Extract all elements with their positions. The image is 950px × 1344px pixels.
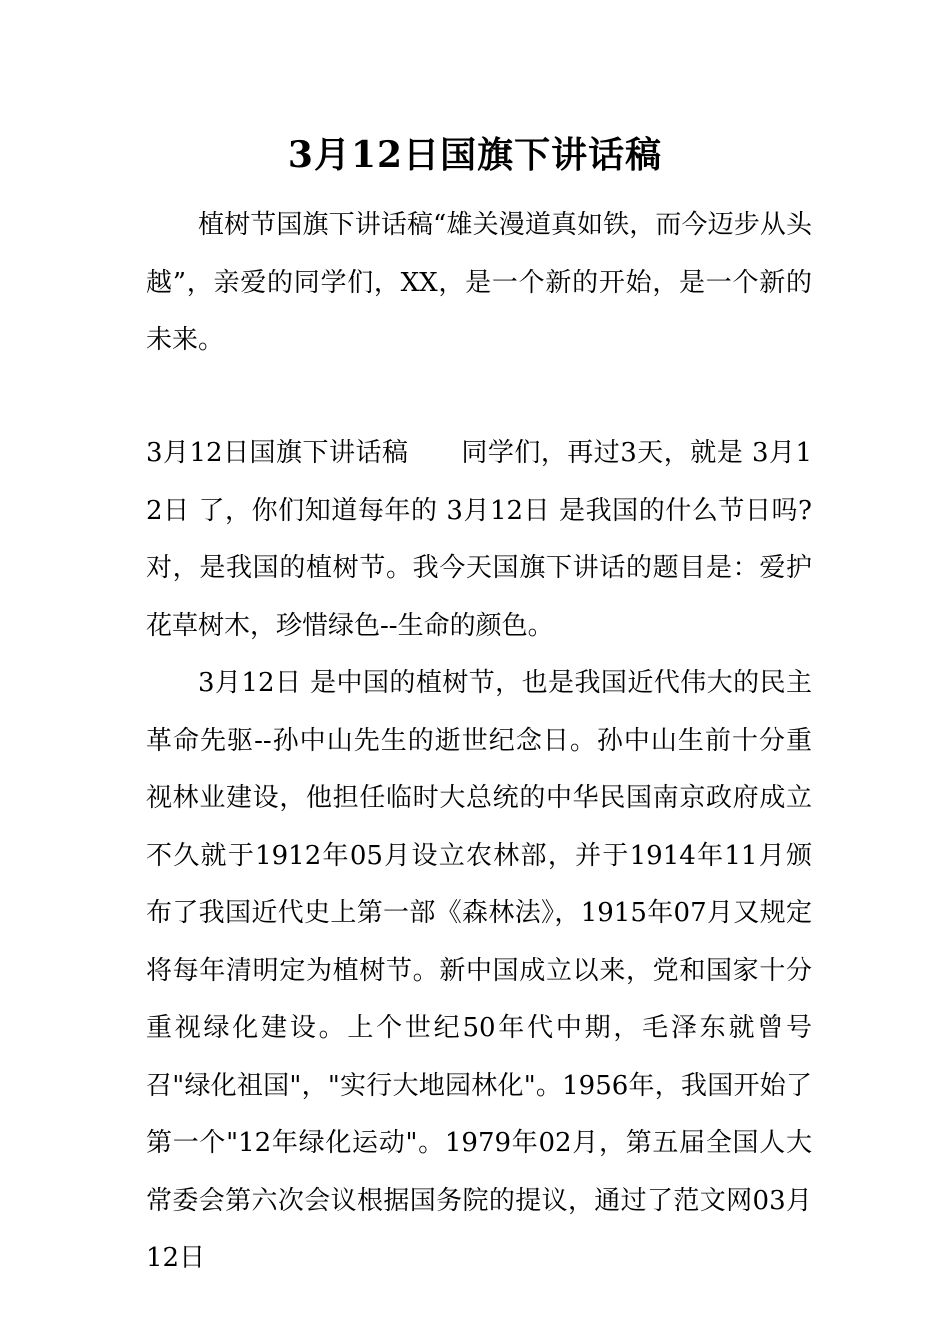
paragraph-speech-topic: 3月12日国旗下讲话稿 同学们，再过3天，就是 3月12日 了，你们知道每年的 3月12日 是我国的什么节日吗?对，是我国的植树节。我今天国旗下讲话的题目是：爱护花草树木，珍惜绿色--生命的颜色。 xyxy=(146,438,812,641)
paragraph-history: 3月12日 是中国的植树节，也是我国近代伟大的民主革命先驱--孙中山先生的逝世纪念日。孙中山生前十分重视林业建设，他担任临时大总统的中华民国南京政府成立不久就于1912年05月设立农林部，并于1914年11月颁布了我国近代史上第一部《森林法》，1915年07月又规定将每年清明定为植树节。新中国成立以来，党和国家十分重视绿化建设。上个世纪50年代中期，毛泽东就曾号召"绿化祖国"，"实行大地园林化"。1956年，我国开始了第一个"12年绿化运动"。1979年02月，第五届全国人大常委会第六次会议根据国务院的提议，通过了范文网03月12日 xyxy=(146,668,812,1273)
page-title: 3月12日国旗下讲话稿 xyxy=(287,134,663,176)
paragraph-intro: 植树节国旗下讲话稿“雄关漫道真如铁，而今迈步从头越”，亲爱的同学们，XX，是一个新的开始，是一个新的未来。 xyxy=(146,210,812,355)
